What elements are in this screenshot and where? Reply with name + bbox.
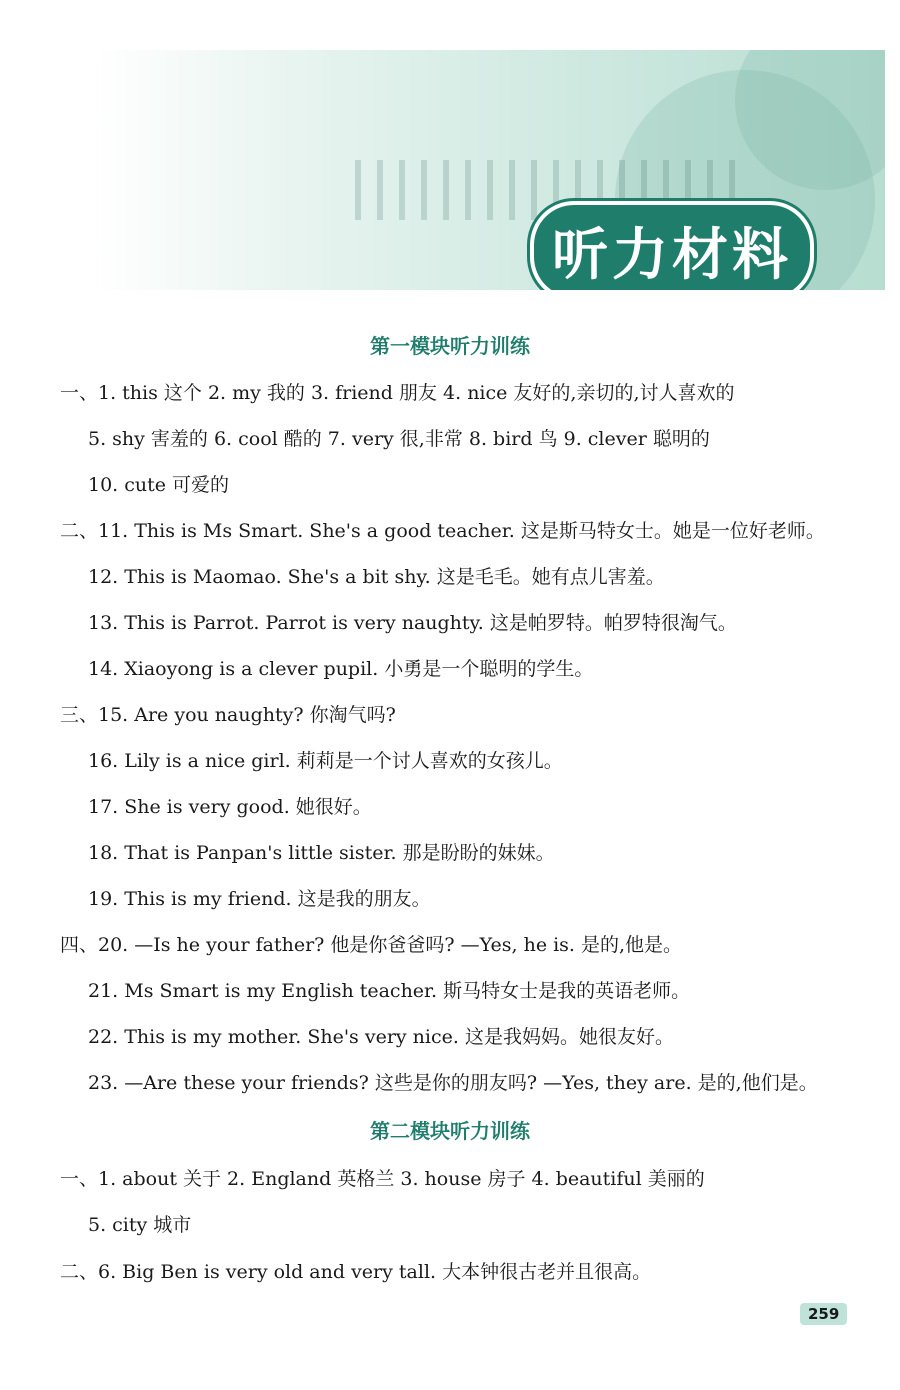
text-line: 13. This is Parrot. Parrot is very naughty. 这是帕罗特。帕罗特很淘气。 xyxy=(88,612,737,634)
text-line: 22. This is my mother. She's very nice. 这是我妈妈。她很友好。 xyxy=(88,1026,674,1048)
text-line: 14. Xiaoyong is a clever pupil. 小勇是一个聪明的学生。 xyxy=(88,658,594,680)
text-line: 10. cute 可爱的 xyxy=(88,474,230,496)
text-line: 17. She is very good. 她很好。 xyxy=(88,796,372,818)
section-title: 第二模块听力训练 xyxy=(370,1119,530,1143)
text-line: 一、1. about 关于 2. England 英格兰 3. house 房子 4. beautiful 美丽的 xyxy=(60,1168,705,1190)
section-title: 第一模块听力训练 xyxy=(370,334,530,358)
text-line: 21. Ms Smart is my English teacher. 斯马特女士是我的英语老师。 xyxy=(88,980,691,1002)
text-line: 12. This is Maomao. She's a bit shy. 这是毛毛。她有点儿害羞。 xyxy=(88,566,665,588)
text-line: 四、20. —Is he your father? 他是你爸爸吗? —Yes, he is. 是的,他是。 xyxy=(60,934,683,956)
banner-title: 听力材料 xyxy=(534,205,810,290)
text-line: 16. Lily is a nice girl. 莉莉是一个讨人喜欢的女孩儿。 xyxy=(88,750,563,772)
text-line: 19. This is my friend. 这是我的朋友。 xyxy=(88,888,431,910)
text-line: 5. shy 害羞的 6. cool 酷的 7. very 很,非常 8. bird 鸟 9. clever 聪明的 xyxy=(88,428,710,450)
text-line: 5. city 城市 xyxy=(88,1214,192,1236)
text-line: 一、1. this 这个 2. my 我的 3. friend 朋友 4. nice 友好的,亲切的,讨人喜欢的 xyxy=(60,382,735,404)
text-line: 二、11. This is Ms Smart. She's a good teacher. 这是斯马特女士。她是一位好老师。 xyxy=(60,520,825,542)
header-banner xyxy=(95,50,885,290)
page-number: 259 xyxy=(800,1303,847,1325)
text-line: 三、15. Are you naughty? 你淘气吗? xyxy=(60,704,396,726)
text-line: 二、6. Big Ben is very old and very tall. 大本钟很古老并且很高。 xyxy=(60,1261,652,1283)
text-line: 18. That is Panpan's little sister. 那是盼盼的妹妹。 xyxy=(88,842,555,864)
text-line: 23. —Are these your friends? 这些是你的朋友吗? —Yes, they are. 是的,他们是。 xyxy=(88,1072,818,1094)
